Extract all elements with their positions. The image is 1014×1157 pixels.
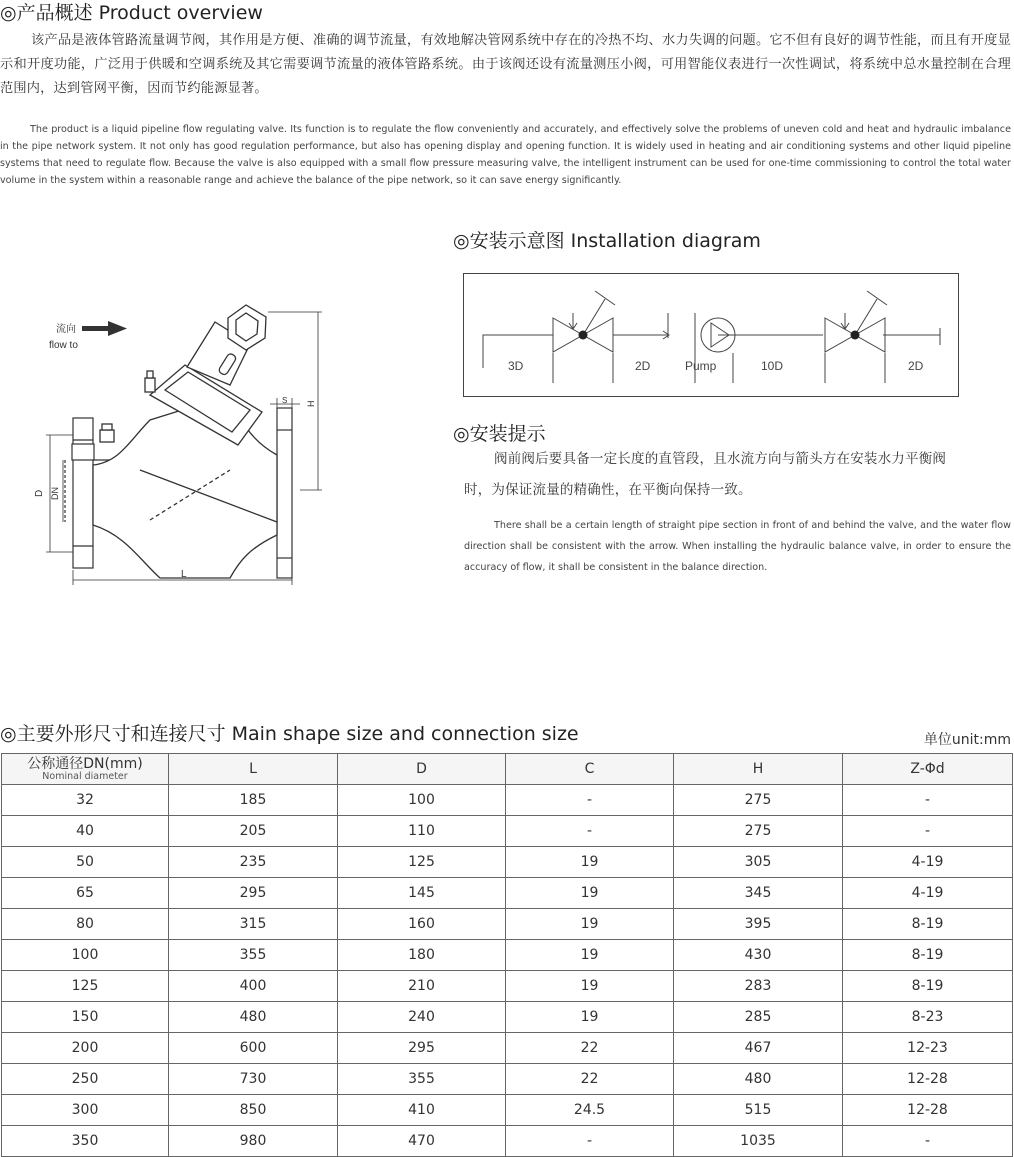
table-cell: 22 bbox=[506, 1033, 674, 1064]
table-cell: 24.5 bbox=[506, 1095, 674, 1126]
table-cell: 467 bbox=[674, 1033, 843, 1064]
valve-dimension-drawing bbox=[0, 300, 330, 600]
label-L: L bbox=[181, 569, 187, 580]
table-cell: 300 bbox=[2, 1095, 169, 1126]
overview-heading: ◎产品概述 Product overview bbox=[0, 2, 263, 24]
table-cell: 235 bbox=[169, 847, 338, 878]
table-row bbox=[2, 1033, 1013, 1064]
left-flange bbox=[72, 418, 94, 568]
table-cell: 22 bbox=[506, 1064, 674, 1095]
header-nominal-diameter bbox=[2, 754, 169, 785]
header-Z-d: Z-Φd bbox=[843, 754, 1013, 785]
table-cell: - bbox=[506, 785, 674, 816]
table-cell: 110 bbox=[338, 816, 506, 847]
table-cell: 8-19 bbox=[843, 909, 1013, 940]
header-nominal-main: 公称通径DN(mm) bbox=[27, 755, 143, 772]
section-label: Pump bbox=[685, 359, 717, 373]
table-cell: - bbox=[506, 1126, 674, 1157]
table-cell: 1035 bbox=[674, 1126, 843, 1157]
table-row bbox=[2, 909, 1013, 940]
table-cell: 8-19 bbox=[843, 940, 1013, 971]
header-H: H bbox=[674, 754, 843, 785]
table-cell: 19 bbox=[506, 1002, 674, 1033]
table-cell: 125 bbox=[338, 847, 506, 878]
table-cell: 19 bbox=[506, 847, 674, 878]
table-cell: 100 bbox=[2, 940, 169, 971]
right-flange bbox=[277, 408, 292, 578]
table-cell: 4-19 bbox=[843, 847, 1013, 878]
table-cell: 4-19 bbox=[843, 878, 1013, 909]
table-cell: 12-28 bbox=[843, 1095, 1013, 1126]
tips-cn-line1: 阀前阀后要具备一定长度的直管段，且水流方向与箭头方在安装水力平衡阀 bbox=[494, 451, 947, 467]
table-cell: 980 bbox=[169, 1126, 338, 1157]
table-cell: 150 bbox=[2, 1002, 169, 1033]
table-cell: 275 bbox=[674, 816, 843, 847]
header-D: D bbox=[338, 754, 506, 785]
table-cell: 430 bbox=[674, 940, 843, 971]
table-cell: 12-23 bbox=[843, 1033, 1013, 1064]
table-cell: 470 bbox=[338, 1126, 506, 1157]
table-cell: 730 bbox=[169, 1064, 338, 1095]
table-row bbox=[2, 785, 1013, 816]
table-cell: 50 bbox=[2, 847, 169, 878]
overview-cn-text: 该产品是液体管路流量调节阀，其作用是方便、准确的调节流量，有效地解决管网系统中存在的冷热不均、水力失调的问题。它不但有良好的调节性能，而且有开度显示和开度功能，广泛用于供暖和空调系统及其它需要调节流量的液体管路系统。由于该阀还设有流量测压小阀，可用智能仪表进行一次性调试，将系统中总水量控制在合理范围内，达到管网平衡，因而节约能源显著。 bbox=[0, 33, 1011, 96]
header-C: C bbox=[506, 754, 674, 785]
valve-1-dot bbox=[579, 331, 588, 340]
table-cell: 19 bbox=[506, 971, 674, 1002]
table-row bbox=[2, 971, 1013, 1002]
table-header-row bbox=[2, 754, 1013, 785]
table-cell: 200 bbox=[2, 1033, 169, 1064]
table-cell: - bbox=[843, 1126, 1013, 1157]
section-label: 10D bbox=[761, 359, 784, 373]
table-cell: 12-28 bbox=[843, 1064, 1013, 1095]
table-row bbox=[2, 816, 1013, 847]
table-cell: 205 bbox=[169, 816, 338, 847]
table-cell: 410 bbox=[338, 1095, 506, 1126]
table-cell: 100 bbox=[338, 785, 506, 816]
valve-body bbox=[93, 305, 277, 578]
table-cell: 180 bbox=[338, 940, 506, 971]
table-cell: 65 bbox=[2, 878, 169, 909]
installation-diagram bbox=[463, 273, 960, 398]
table-row bbox=[2, 1126, 1013, 1157]
installation-heading: ◎安装示意图 Installation diagram bbox=[453, 230, 761, 252]
table-cell: 145 bbox=[338, 878, 506, 909]
table-cell: 600 bbox=[169, 1033, 338, 1064]
table-cell: 80 bbox=[2, 909, 169, 940]
flow-label-cn: 流向 bbox=[56, 324, 76, 335]
table-row bbox=[2, 1002, 1013, 1033]
table-cell: 160 bbox=[338, 909, 506, 940]
table-cell: 350 bbox=[2, 1126, 169, 1157]
table-cell: 19 bbox=[506, 940, 674, 971]
table-cell: 210 bbox=[338, 971, 506, 1002]
table-cell: 345 bbox=[674, 878, 843, 909]
table-cell: 40 bbox=[2, 816, 169, 847]
table-cell: 285 bbox=[674, 1002, 843, 1033]
tips-heading: ◎安装提示 bbox=[453, 423, 546, 445]
table-row bbox=[2, 1095, 1013, 1126]
valve-2-dot bbox=[851, 331, 860, 340]
table-cell: 240 bbox=[338, 1002, 506, 1033]
label-S: S bbox=[282, 396, 288, 405]
table-cell: 19 bbox=[506, 878, 674, 909]
table-cell: 185 bbox=[169, 785, 338, 816]
overview-en-text: The product is a liquid pipeline flow regulating valve. Its function is to regulate the flow conveniently and accurately, and effectively solve the problems of uneven cold and heat and hydraulic imbalance in the pipe network system. It not only has good regulation performance, but also has opening display and opening function. It is widely used in heating and air conditioning systems and other liquid pipeline systems that need to regulate flow. Because the valve is also equipped with a small flow pressure measuring valve, the intelligent instrument can be used for one-time commissioning to control the total water volume in the system within a reasonable range and achieve the balance of the pipe network, so it can save energy significantly. bbox=[0, 124, 1011, 186]
label-DN: DN bbox=[50, 487, 60, 500]
section-label: 2D bbox=[635, 359, 651, 373]
flow-arrow-icon bbox=[82, 321, 127, 336]
table-cell: 315 bbox=[169, 909, 338, 940]
table-cell: 355 bbox=[338, 1064, 506, 1095]
table-cell: 250 bbox=[2, 1064, 169, 1095]
table-row bbox=[2, 1064, 1013, 1095]
table-cell: 19 bbox=[506, 909, 674, 940]
table-cell: - bbox=[843, 785, 1013, 816]
table-cell: 283 bbox=[674, 971, 843, 1002]
table-cell: 515 bbox=[674, 1095, 843, 1126]
label-H: H bbox=[306, 400, 316, 407]
size-table bbox=[1, 753, 1013, 1157]
table-cell: 305 bbox=[674, 847, 843, 878]
section-label: 3D bbox=[508, 359, 524, 373]
tips-en-text: There shall be a certain length of straight pipe section in front of and behind the valve, and the water flow direction shall be consistent with the arrow. When installing the hydraulic balance valve, in order to ensure the accuracy of flow, it shall be consistent in the balance direction. bbox=[464, 520, 1011, 573]
table-cell: 32 bbox=[2, 785, 169, 816]
table-cell: 295 bbox=[169, 878, 338, 909]
table-cell: 480 bbox=[169, 1002, 338, 1033]
table-cell: 395 bbox=[674, 909, 843, 940]
size-table-heading: ◎主要外形尺寸和连接尺寸 Main shape size and connection size bbox=[0, 723, 579, 745]
flow-label-en: flow to bbox=[49, 340, 78, 351]
table-cell: 850 bbox=[169, 1095, 338, 1126]
unit-label: 单位unit:mm bbox=[923, 732, 1011, 748]
table-cell: - bbox=[506, 816, 674, 847]
table-cell: - bbox=[843, 816, 1013, 847]
tips-cn-line2: 时，为保证流量的精确性，在平衡向保持一致。 bbox=[464, 482, 752, 498]
table-row bbox=[2, 940, 1013, 971]
header-nominal-sub: Nominal diameter bbox=[42, 770, 128, 782]
header-L: L bbox=[169, 754, 338, 785]
table-cell: 275 bbox=[674, 785, 843, 816]
table-row bbox=[2, 847, 1013, 878]
table-cell: 480 bbox=[674, 1064, 843, 1095]
label-D: D bbox=[34, 489, 45, 497]
table-cell: 125 bbox=[2, 971, 169, 1002]
table-row bbox=[2, 878, 1013, 909]
table-cell: 8-23 bbox=[843, 1002, 1013, 1033]
table-cell: 295 bbox=[338, 1033, 506, 1064]
section-label: 2D bbox=[908, 359, 924, 373]
table-cell: 400 bbox=[169, 971, 338, 1002]
table-cell: 355 bbox=[169, 940, 338, 971]
table-cell: 8-19 bbox=[843, 971, 1013, 1002]
